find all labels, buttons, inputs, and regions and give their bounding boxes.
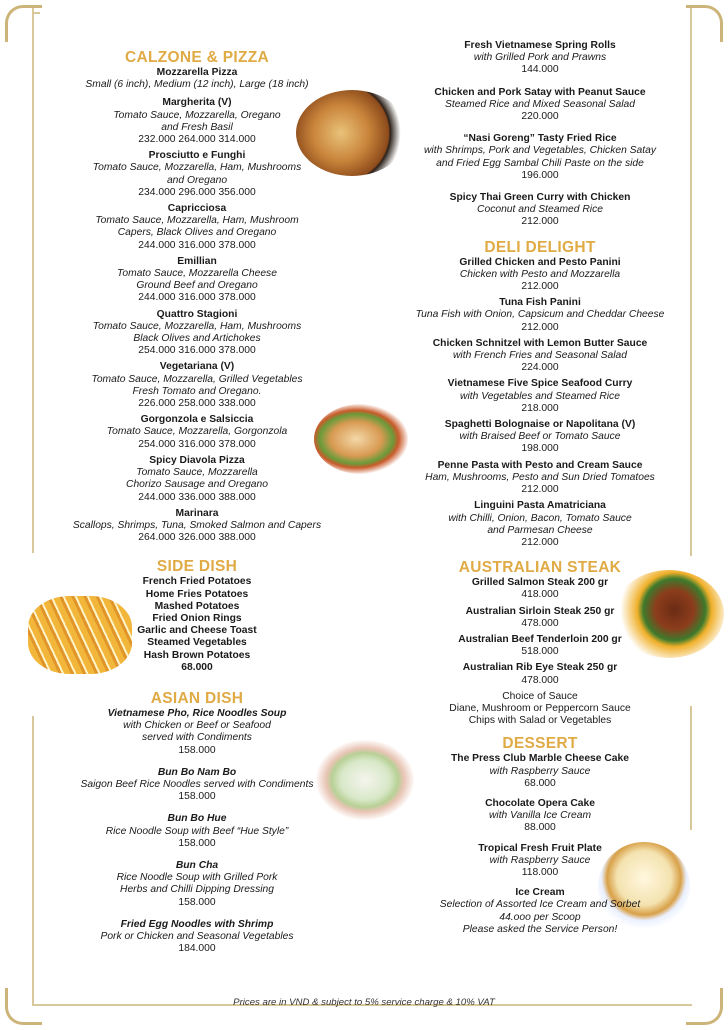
item-description: with Chilli, Onion, Bacon, Tomato Sauce bbox=[448, 512, 632, 524]
item-description: with French Fries and Seasonal Salad bbox=[453, 350, 627, 362]
item-name: Bun Bo Nam Bo bbox=[157, 766, 237, 778]
menu-item bbox=[394, 87, 686, 124]
item-description: Steamed Rice and Mixed Seasonal Salad bbox=[444, 98, 636, 110]
menu-item bbox=[52, 97, 342, 146]
section-title-dessert: DESSERT bbox=[502, 735, 578, 753]
item-description: Tomato Sauce, Mozzarella, Oregano bbox=[113, 109, 281, 121]
item-name: Emillian bbox=[177, 255, 217, 267]
item-description: with Braised Beef or Tomato Sauce bbox=[459, 431, 621, 443]
item-name: Spicy Diavola Pizza bbox=[149, 454, 245, 466]
item-price: 196.000 bbox=[521, 169, 559, 181]
item-price: 88.000 bbox=[524, 822, 556, 834]
item-price: 144.000 bbox=[521, 64, 559, 76]
item-name: “Nasi Goreng” Tasty Fried Rice bbox=[463, 133, 617, 145]
item-description: with Raspberry Sauce bbox=[489, 765, 591, 777]
right-column bbox=[394, 40, 686, 936]
item-description: Scallops, Shrimps, Tuna, Smoked Salmon and Capers bbox=[72, 519, 322, 531]
item-description: Saigon Beef Rice Noodles served with Condiments bbox=[80, 778, 314, 790]
frame-line-right-top bbox=[690, 8, 692, 556]
item-price: 220.000 bbox=[521, 111, 559, 123]
item-description: Chorizo Sausage and Oregano bbox=[126, 479, 268, 491]
item-price: 254.000 316.000 378.000 bbox=[138, 345, 256, 357]
item-description: Rice Noodle Soup with Beef “Hue Style” bbox=[105, 825, 289, 837]
item-description: Ground Beef and Oregano bbox=[136, 280, 258, 292]
item-price: 244.000 316.000 378.000 bbox=[138, 239, 256, 251]
item-price: 518.000 bbox=[521, 646, 559, 658]
item-price: 184.000 bbox=[178, 943, 216, 955]
menu-item bbox=[394, 378, 686, 415]
item-price: 212.000 bbox=[521, 536, 559, 548]
frame-line-right-bottom bbox=[690, 706, 692, 830]
item-name: Grilled Salmon Steak 200 gr bbox=[471, 577, 609, 589]
side-item: Home Fries Potatoes bbox=[145, 588, 249, 600]
item-description: Tomato Sauce, Mozzarella, Ham, Mushrooms bbox=[92, 162, 302, 174]
menu-item bbox=[52, 767, 342, 804]
item-description: with Chicken or Beef or Seafood bbox=[123, 720, 271, 732]
section-title-steak: AUSTRALIAN STEAK bbox=[458, 559, 622, 577]
item-name: Grilled Chicken and Pesto Panini bbox=[459, 256, 621, 268]
item-description: Capers, Black Olives and Oregano bbox=[117, 227, 277, 239]
item-price: 478.000 bbox=[521, 674, 559, 686]
item-name: Chicken and Pork Satay with Peanut Sauce bbox=[434, 86, 646, 98]
item-description: and Fried Egg Sambal Chili Paste on the side bbox=[436, 157, 644, 169]
item-price: 244.000 336.000 388.000 bbox=[138, 491, 256, 503]
item-name: Linguini Pasta Amatriciana bbox=[474, 500, 606, 512]
sauce-line: Diane, Mushroom or Peppercorn Sauce bbox=[449, 702, 631, 714]
menu-item bbox=[394, 192, 686, 229]
item-description: Selection of Assorted Ice Cream and Sorbet bbox=[439, 899, 641, 911]
pizza-list bbox=[52, 97, 342, 544]
item-name: Fresh Vietnamese Spring Rolls bbox=[464, 40, 616, 51]
menu-item bbox=[52, 150, 342, 199]
side-item: Mashed Potatoes bbox=[154, 600, 240, 612]
item-price: 232.000 264.000 314.000 bbox=[138, 134, 256, 146]
menu-item bbox=[394, 634, 686, 658]
item-description: Fresh Tomato and Oregano. bbox=[132, 385, 262, 397]
item-name: Tuna Fish Panini bbox=[499, 297, 581, 309]
section-title-calzone: CALZONE & PIZZA bbox=[125, 49, 269, 66]
item-description: with Vanilla Ice Cream bbox=[488, 810, 592, 822]
sauce-lines bbox=[394, 703, 686, 727]
item-price: 68.000 bbox=[524, 777, 556, 789]
menu-item bbox=[52, 708, 342, 757]
section-title-asian: ASIAN DISH bbox=[150, 689, 244, 707]
item-name: Quattro Stagioni bbox=[156, 308, 238, 320]
menu-item bbox=[394, 133, 686, 182]
item-description: Tuna Fish with Onion, Capsicum and Cheddar Cheese bbox=[415, 309, 665, 321]
item-description: served with Condiments bbox=[142, 732, 252, 744]
menu-item bbox=[394, 338, 686, 375]
item-price: 224.000 bbox=[521, 362, 559, 374]
item-price: 418.000 bbox=[521, 589, 559, 601]
item-name: Ice Cream bbox=[515, 887, 565, 899]
menu-item bbox=[394, 753, 686, 790]
item-description: Ham, Mushrooms, Pesto and Sun Dried Tomatoes bbox=[425, 471, 655, 483]
left-column bbox=[52, 49, 342, 955]
pizza-sizes: Small (6 inch), Medium (12 inch), Large (18 inch) bbox=[85, 79, 309, 91]
frame-line-left-top bbox=[32, 8, 34, 553]
item-description: Tomato Sauce, Mozzarella, Ham, Mushroom bbox=[95, 215, 299, 227]
sauce-title: Choice of Sauce bbox=[502, 690, 578, 702]
item-name: Capricciosa bbox=[167, 203, 227, 215]
steak-list bbox=[394, 577, 686, 687]
price-footnote: Prices are in VND & subject to 5% service charge & 10% VAT bbox=[233, 997, 495, 1008]
frame-line-top bbox=[32, 12, 40, 14]
menu-item bbox=[394, 577, 686, 601]
side-item: Steamed Vegetables bbox=[147, 637, 247, 649]
sauce-line: Chips with Salad or Vegetables bbox=[468, 715, 612, 727]
menu-item bbox=[52, 361, 342, 410]
menu-item bbox=[394, 419, 686, 456]
menu-item bbox=[52, 860, 342, 909]
item-name: Chocolate Opera Cake bbox=[485, 797, 595, 809]
item-description: and Oregano bbox=[166, 174, 228, 186]
item-description: Tomato Sauce, Mozzarella, Gorgonzola bbox=[106, 426, 288, 438]
item-name: Australian Beef Tenderloin 200 gr bbox=[458, 633, 622, 645]
item-name: Spicy Thai Green Curry with Chicken bbox=[449, 192, 631, 204]
item-price: 158.000 bbox=[178, 791, 216, 803]
asian-continued-list bbox=[394, 40, 686, 229]
item-price: 212.000 bbox=[521, 281, 559, 293]
item-name: Vegetariana (V) bbox=[159, 361, 235, 373]
item-name: Bun Bo Hue bbox=[167, 813, 227, 825]
menu-item bbox=[394, 887, 686, 936]
dessert-list bbox=[394, 753, 686, 936]
menu-item bbox=[394, 460, 686, 497]
item-description: Please asked the Service Person! bbox=[462, 923, 618, 935]
menu-item bbox=[394, 297, 686, 334]
item-price: 212.000 bbox=[521, 484, 559, 496]
side-price: 68.000 bbox=[181, 661, 213, 673]
item-price: 158.000 bbox=[178, 837, 216, 849]
item-description: Herbs and Chilli Dipping Dressing bbox=[120, 884, 274, 896]
item-name: Australian Rib Eye Steak 250 gr bbox=[462, 662, 618, 674]
menu-item bbox=[52, 508, 342, 545]
side-item: Hash Brown Potatoes bbox=[143, 649, 251, 661]
item-price: 234.000 296.000 356.000 bbox=[138, 186, 256, 198]
side-item: Garlic and Cheese Toast bbox=[137, 625, 257, 637]
menu-item bbox=[52, 414, 342, 451]
item-price: 226.000 258.000 338.000 bbox=[138, 398, 256, 410]
item-name: Margherita (V) bbox=[162, 97, 232, 109]
asian-list bbox=[52, 708, 342, 955]
menu-item bbox=[52, 203, 342, 252]
frame-corner-top-left bbox=[5, 5, 42, 42]
menu-item bbox=[394, 662, 686, 686]
menu-item bbox=[52, 455, 342, 504]
item-name: Australian Sirloin Steak 250 gr bbox=[465, 605, 615, 617]
menu-item bbox=[52, 256, 342, 305]
item-price: 158.000 bbox=[178, 896, 216, 908]
item-description: 44.ooo per Scoop bbox=[499, 911, 581, 923]
item-price: 212.000 bbox=[521, 216, 559, 228]
menu-item bbox=[52, 919, 342, 956]
item-price: 244.000 316.000 378.000 bbox=[138, 292, 256, 304]
item-price: 198.000 bbox=[521, 443, 559, 455]
menu-item bbox=[394, 40, 686, 77]
item-name: The Press Club Marble Cheese Cake bbox=[451, 753, 629, 765]
menu-item bbox=[52, 309, 342, 358]
section-title-side: SIDE DISH bbox=[156, 558, 238, 576]
side-item: French Fried Potatoes bbox=[142, 576, 252, 588]
item-price: 478.000 bbox=[521, 617, 559, 629]
item-description: with Shrimps, Pork and Vegetables, Chicken Satay bbox=[424, 145, 656, 157]
side-item: Fried Onion Rings bbox=[152, 612, 242, 624]
item-name: Chicken Schnitzel with Lemon Butter Sauce bbox=[432, 337, 648, 349]
item-description: Coconut and Steamed Rice bbox=[477, 204, 603, 216]
menu-item bbox=[394, 606, 686, 630]
item-price: 158.000 bbox=[178, 744, 216, 756]
item-description: with Vegetables and Steamed Rice bbox=[460, 390, 620, 402]
item-name: Gorgonzola e Salsiccia bbox=[140, 414, 254, 426]
item-price: 254.000 316.000 378.000 bbox=[138, 438, 256, 450]
menu-item bbox=[394, 257, 686, 294]
item-description: Chicken with Pesto and Mozzarella bbox=[459, 268, 621, 280]
item-name: Penne Pasta with Pesto and Cream Sauce bbox=[437, 459, 643, 471]
side-list bbox=[52, 576, 342, 661]
item-description: Black Olives and Artichokes bbox=[133, 333, 261, 345]
item-description: Pork or Chicken and Seasonal Vegetables bbox=[100, 930, 294, 942]
item-name: Vietnamese Five Spice Seafood Curry bbox=[447, 378, 633, 390]
item-description: Tomato Sauce, Mozzarella, Ham, Mushrooms bbox=[92, 320, 302, 332]
item-price: 118.000 bbox=[521, 866, 559, 878]
item-name: Bun Cha bbox=[175, 859, 219, 871]
item-name: Spaghetti Bolognaise or Napolitana (V) bbox=[444, 419, 636, 431]
deli-list bbox=[394, 257, 686, 549]
item-name: Tropical Fresh Fruit Plate bbox=[478, 842, 602, 854]
item-price: 264.000 326.000 388.000 bbox=[138, 532, 256, 544]
item-description: with Grilled Pork and Prawns bbox=[473, 52, 607, 64]
menu-item bbox=[394, 843, 686, 880]
item-description: Tomato Sauce, Mozzarella Cheese bbox=[117, 268, 277, 280]
frame-line-left-bottom bbox=[32, 716, 34, 1006]
item-description: Rice Noodle Soup with Grilled Pork bbox=[116, 872, 278, 884]
item-price: 218.000 bbox=[521, 402, 559, 414]
pizza-size-heading: Mozzarella Pizza bbox=[156, 67, 238, 78]
item-name: Fried Egg Noodles with Shrimp bbox=[120, 918, 274, 930]
item-description: with Raspberry Sauce bbox=[489, 854, 591, 866]
item-name: Vietnamese Pho, Rice Noodles Soup bbox=[107, 707, 287, 719]
item-name: Marinara bbox=[175, 507, 219, 519]
item-description: Tomato Sauce, Mozzarella bbox=[136, 467, 258, 479]
item-description: and Parmesan Cheese bbox=[487, 524, 593, 536]
menu-item bbox=[52, 813, 342, 850]
menu-item bbox=[394, 500, 686, 549]
menu-item bbox=[394, 798, 686, 835]
item-description: Tomato Sauce, Mozzarella, Grilled Vegetables bbox=[91, 373, 303, 385]
section-title-deli: DELI DELIGHT bbox=[484, 238, 596, 256]
item-price: 212.000 bbox=[521, 321, 559, 333]
item-name: Prosciutto e Funghi bbox=[148, 150, 246, 162]
item-description: and Fresh Basil bbox=[161, 121, 233, 133]
